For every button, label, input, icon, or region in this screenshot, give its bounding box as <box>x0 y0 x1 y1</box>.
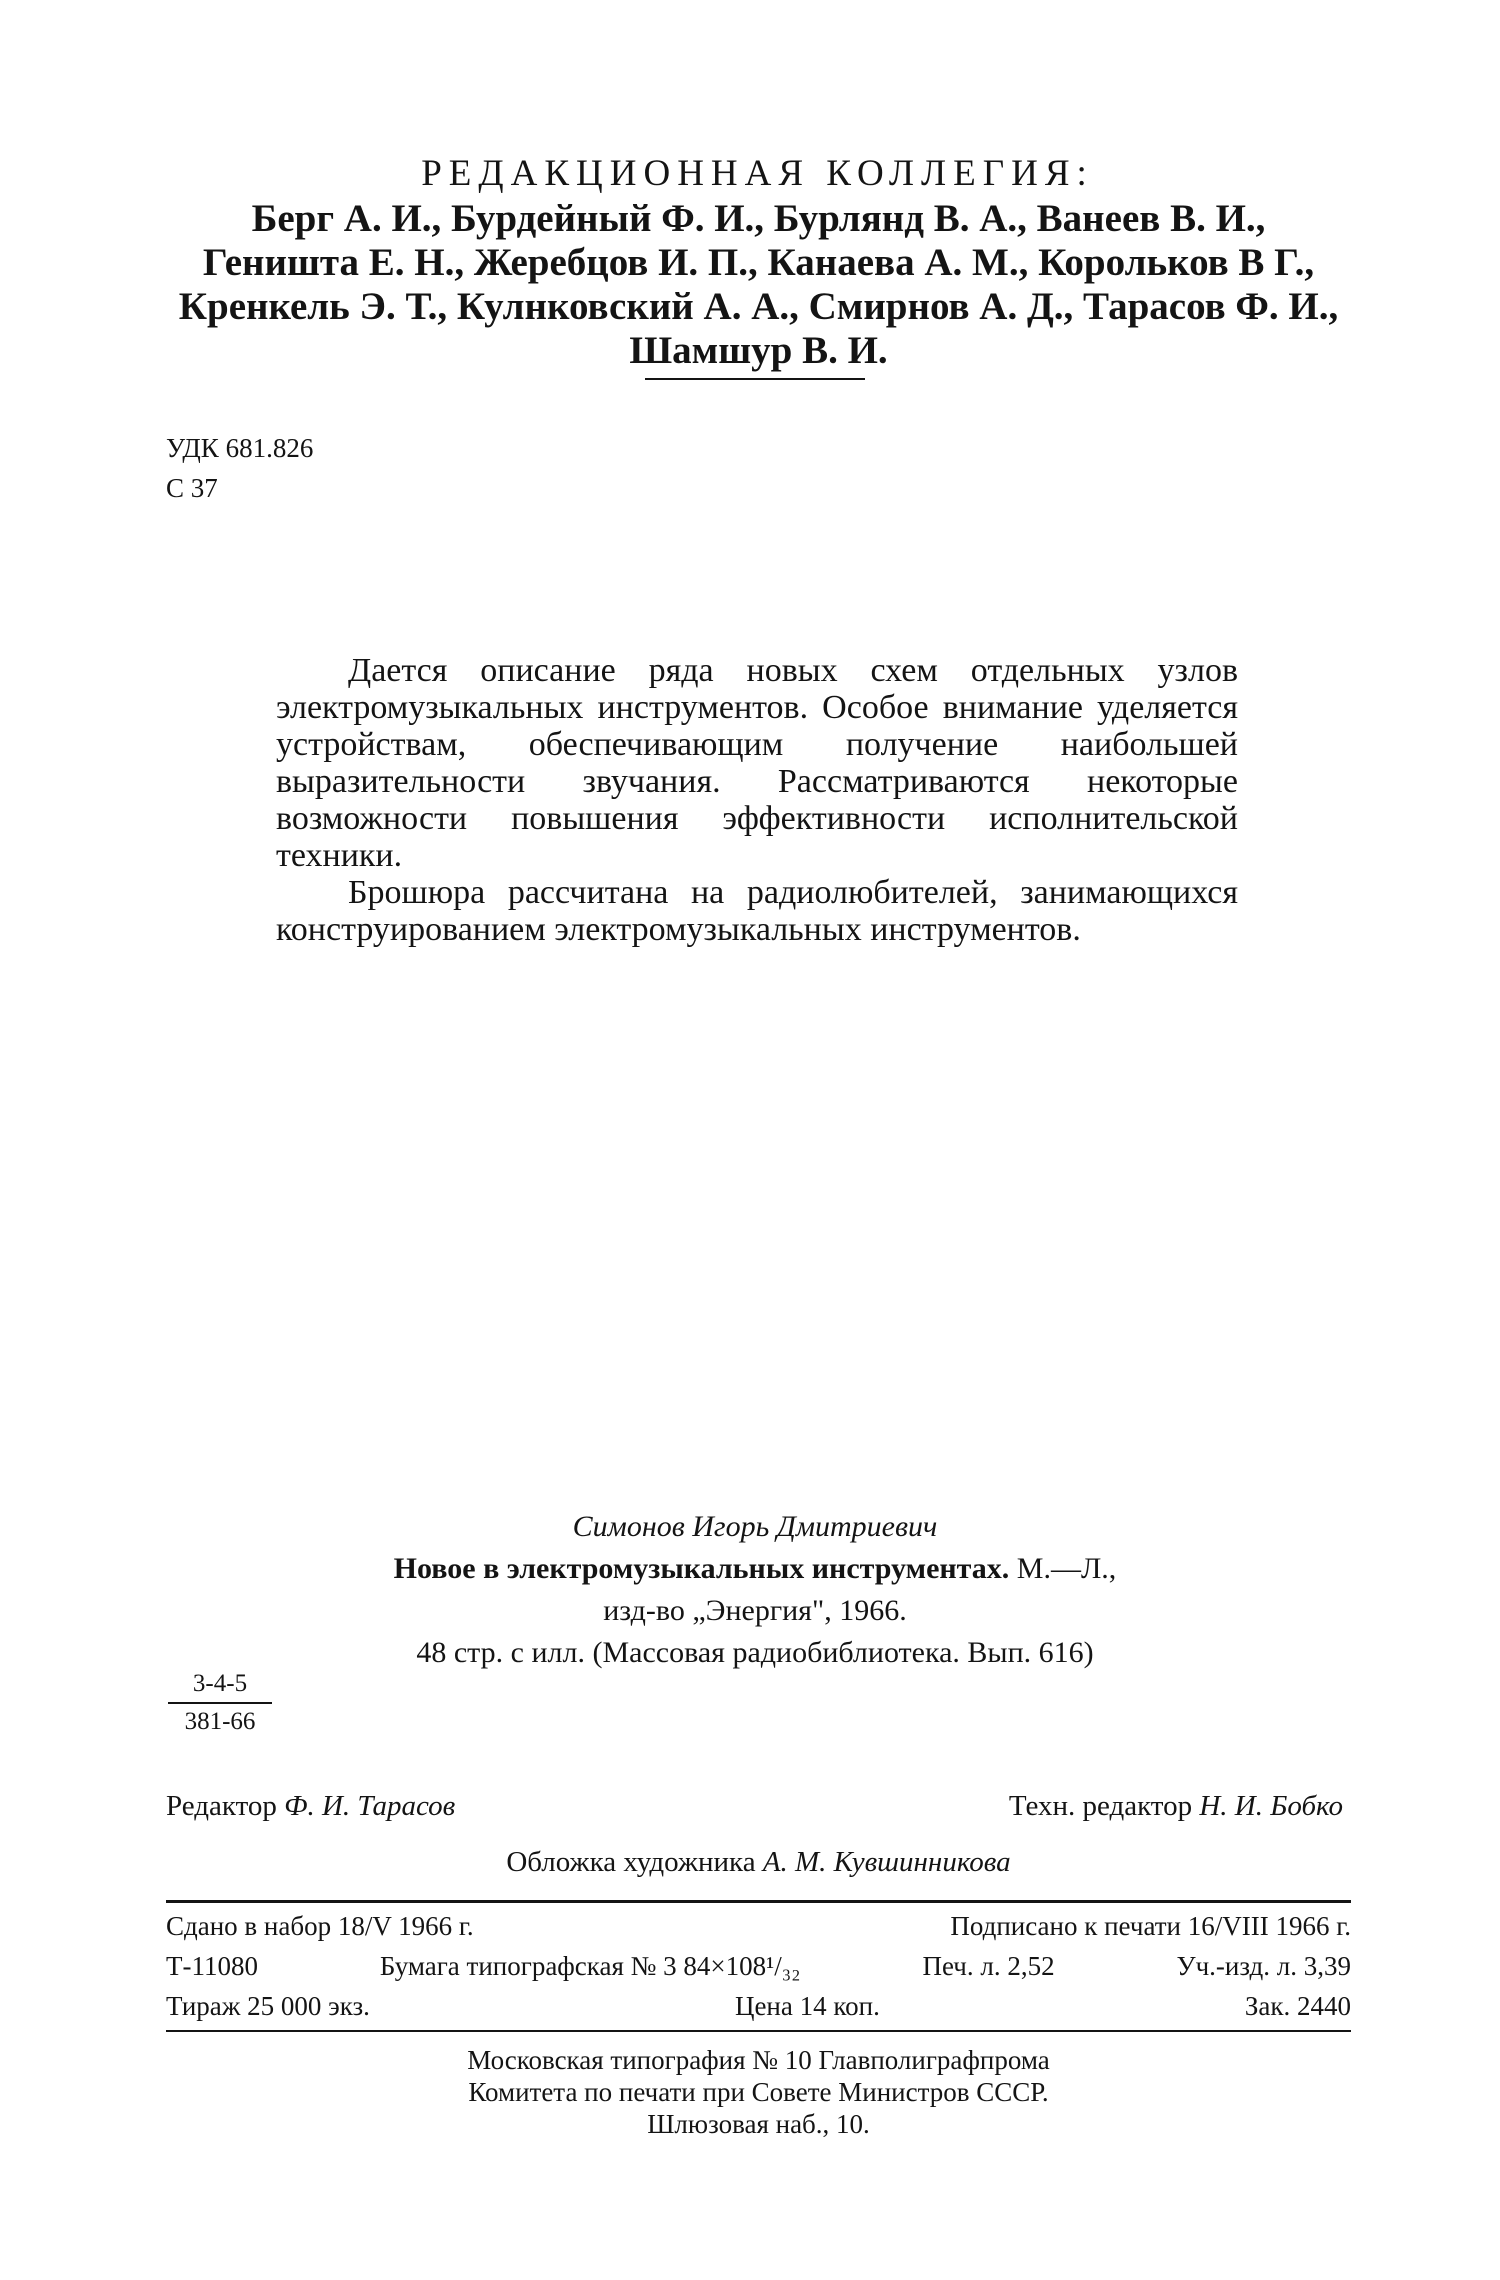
printer-line: Шлюзовая наб., 10. <box>647 2109 870 2139</box>
board-line: Геништа Е. Н., Жеребцов И. П., Канаева А. М., Корольков В Г., <box>202 241 1315 284</box>
book-place: М.—Л., <box>1016 1552 1117 1585</box>
board-line: Берг А. И., Бурдейный Ф. И., Бурлянд В. А., Ванеев В. И., <box>251 197 1266 240</box>
book-title: Новое в электромузыкальных инструментах. <box>393 1552 1010 1585</box>
divider <box>166 2030 1351 2032</box>
board-line: Кренкель Э. Т., Кулнковский А. А., Смирнов А. Д., Тарасов Ф. И., <box>178 285 1339 328</box>
abstract <box>276 652 1238 948</box>
book-author: Симонов Игорь Дмитриевич <box>572 1510 938 1543</box>
book-pages: 48 стр. с илл. (Массовая радиобиблиотека. Вып. 616) <box>416 1636 1094 1669</box>
imprint-cell: Т-11080 <box>166 1951 258 1981</box>
editor-label: Редактор <box>166 1790 277 1822</box>
catalog-index <box>168 1670 272 1736</box>
editor-name: Ф. И. Тарасов <box>284 1790 456 1822</box>
imprint-cell: Зак. 2440 <box>1244 1991 1351 2021</box>
tech-editor-name: Н. И. Бобко <box>1199 1790 1343 1822</box>
imprint-cell: Цена 14 коп. <box>734 1991 880 2021</box>
printer-line: Московская типография № 10 Главполиграфпрома <box>467 2045 1050 2075</box>
imprint-cell: Подписано к печати 16/VIII 1966 г. <box>950 1911 1351 1941</box>
index-denominator: 381-66 <box>184 1708 256 1735</box>
divider <box>645 378 865 380</box>
divider <box>166 1900 1351 1903</box>
imprint-cell: Сдано в набор 18/V 1966 г. <box>166 1911 474 1941</box>
editorial-board-members <box>166 197 1351 373</box>
cover-artist-credit <box>166 1846 1351 1879</box>
book-publisher: изд-во „Энергия", 1966. <box>603 1594 907 1627</box>
imprint-row <box>166 1906 1351 1946</box>
imprint-row <box>166 1986 1351 2026</box>
cover-label: Обложка художника <box>506 1846 756 1878</box>
classification <box>166 428 313 508</box>
abstract-paragraph: Дается описание ряда новых схем отдельных узлов электромузыкальных инструментов. Особое внимание уделяется устройствам, обеспечивающим получение наибольшей выразительности звучания. Рассматриваются некоторые возможности повышения эффективности исполнительской техники. <box>276 652 1238 874</box>
imprint <box>166 1906 1351 2026</box>
imprint-row <box>166 1946 1351 1986</box>
editorial-board-title: РЕДАКЦИОННАЯ КОЛЛЕГИЯ: <box>421 153 1094 194</box>
imprint-cell: Бумага типографская № 3 84×108¹/₃₂ <box>379 1951 801 1981</box>
board-line: Шамшур В. И. <box>629 329 888 372</box>
imprint-cell: Уч.-изд. л. 3,39 <box>1176 1951 1351 1981</box>
printer-line: Комитета по печати при Совете Министров СССР. <box>468 2077 1049 2107</box>
abstract-paragraph: Брошюра рассчитана на радиолюбителей, занимающихся конструированием электромузыкальных инструментов. <box>276 874 1238 948</box>
editor-credit <box>166 1790 455 1823</box>
tech-editor-credit <box>1009 1790 1343 1823</box>
tech-editor-label: Техн. редактор <box>1008 1790 1193 1822</box>
cover-artist-name: А. М. Кувшинникова <box>762 1846 1011 1878</box>
library-code: С 37 <box>166 473 218 503</box>
imprint-cell: Тираж 25 000 экз. <box>166 1991 370 2021</box>
book-title-line <box>240 1552 1270 1586</box>
index-numerator: 3-4-5 <box>168 1670 272 1704</box>
printer-info <box>166 2044 1351 2140</box>
imprint-cell: Печ. л. 2,52 <box>922 1951 1055 1981</box>
udk-code: УДК 681.826 <box>166 433 314 463</box>
